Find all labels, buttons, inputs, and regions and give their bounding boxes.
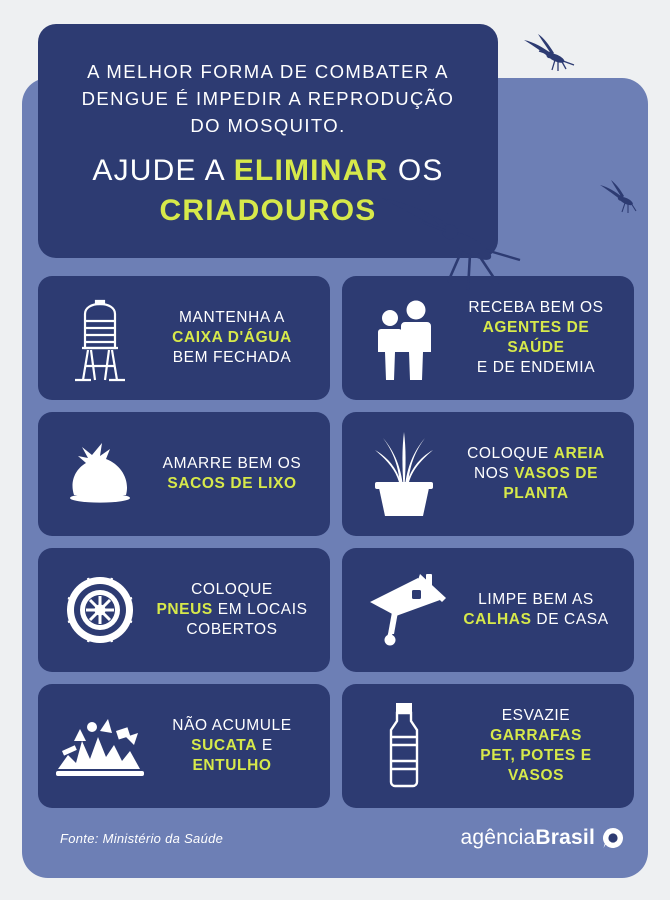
cta-highlight: ELIMINAR <box>233 154 389 187</box>
tip-line: BEM FECHADA <box>172 349 292 366</box>
header-line-2: DENGUE É IMPEDIR A REPRODUÇÃO <box>81 88 455 109</box>
tip-fragment-highlight: SUCATA <box>191 737 258 754</box>
tip-line: MANTENHA A <box>179 309 285 326</box>
tip-fragment-highlight: AREIA <box>553 445 605 462</box>
brand-name-light: agência <box>460 826 536 849</box>
tip-line: LIMPE BEM AS <box>478 591 594 608</box>
tip-line: NÃO ACUMULE <box>172 717 292 734</box>
tip-card-gutters <box>342 548 634 672</box>
tip-card-water-tank <box>38 276 330 400</box>
tip-text-scrap <box>148 716 316 776</box>
tip-line: COLOQUE <box>191 581 273 598</box>
tip-fragment-highlight: PNEUS <box>156 601 213 618</box>
tips-grid <box>38 276 634 808</box>
cta-post: OS <box>388 154 444 187</box>
tip-line <box>152 600 312 620</box>
tip-fragment: E <box>257 737 273 754</box>
tip-text-water-tank <box>148 308 316 368</box>
tip-line-highlight: PLANTA <box>503 485 569 502</box>
tip-line: COBERTOS <box>186 621 278 638</box>
mosquito-icon-small-right <box>598 180 642 221</box>
tip-fragment-highlight: VASOS DE <box>514 465 599 482</box>
tip-line <box>456 706 616 746</box>
tip-text-trash-bags <box>148 454 316 494</box>
tip-fragment: ESVAZIE <box>501 707 571 724</box>
scrap-pile-icon <box>52 694 148 798</box>
tip-fragment: COLOQUE <box>467 445 554 462</box>
tip-card-bottles <box>342 684 634 808</box>
tip-line: E DE ENDEMIA <box>476 359 596 376</box>
tip-card-scrap <box>38 684 330 808</box>
roof-gutter-icon <box>356 558 452 662</box>
tip-text-bottles <box>452 706 620 786</box>
mosquito-icon-small-top <box>522 34 578 79</box>
mosquito-icon-large <box>378 186 528 301</box>
brand-name-bold: Brasil <box>535 826 595 849</box>
potted-plant-icon <box>356 422 452 526</box>
tip-line <box>456 464 616 484</box>
source-label: Fonte: <box>60 830 99 846</box>
tip-line: RECEBA BEM OS <box>468 299 604 316</box>
tip-line-highlight: SACOS DE LIXO <box>167 475 297 492</box>
tire-icon <box>52 558 148 662</box>
tip-fragment-highlight: GARRAFAS <box>490 727 582 744</box>
tip-fragment: NOS <box>473 465 515 482</box>
tip-text-gutters <box>452 590 620 630</box>
tip-text-health-agents <box>452 298 620 378</box>
tip-fragment: EM LOCAIS <box>212 601 308 618</box>
tip-fragment-highlight: ENTULHO <box>192 757 272 774</box>
tip-line <box>456 444 616 464</box>
tip-line-highlight: AGENTES DE SAÚDE <box>482 319 590 356</box>
health-agents-icon <box>356 286 452 390</box>
tip-line <box>152 736 312 776</box>
agencia-brasil-logo[interactable] <box>460 826 624 850</box>
source-credit <box>60 831 223 846</box>
tip-card-tires <box>38 548 330 672</box>
header-line-3: DO MOSQUITO. <box>190 115 346 136</box>
footer <box>60 818 624 858</box>
header-line-1: A MELHOR FORMA DE COMBATER A <box>87 61 449 82</box>
source-value: Ministério da Saúde <box>102 830 224 846</box>
tip-line-highlight: CAIXA D'ÁGUA <box>172 329 292 346</box>
cta-line-2: CRIADOUROS <box>159 194 377 227</box>
tip-line <box>456 610 616 630</box>
tip-text-tires <box>148 580 316 640</box>
speech-bubble-icon <box>602 827 624 849</box>
tip-card-trash-bags <box>38 412 330 536</box>
tip-card-plant-pots <box>342 412 634 536</box>
plastic-bottle-icon <box>356 694 452 798</box>
cta-pre: AJUDE A <box>92 154 234 187</box>
tip-text-plant-pots <box>452 444 620 504</box>
tip-line: AMARRE BEM OS <box>162 455 302 472</box>
tip-fragment: DE CASA <box>531 611 609 628</box>
tip-line-highlight: PET, POTES E VASOS <box>480 747 592 784</box>
water-tank-icon <box>52 286 148 390</box>
trash-bag-icon <box>52 422 148 526</box>
tip-fragment-highlight: CALHAS <box>463 611 532 628</box>
